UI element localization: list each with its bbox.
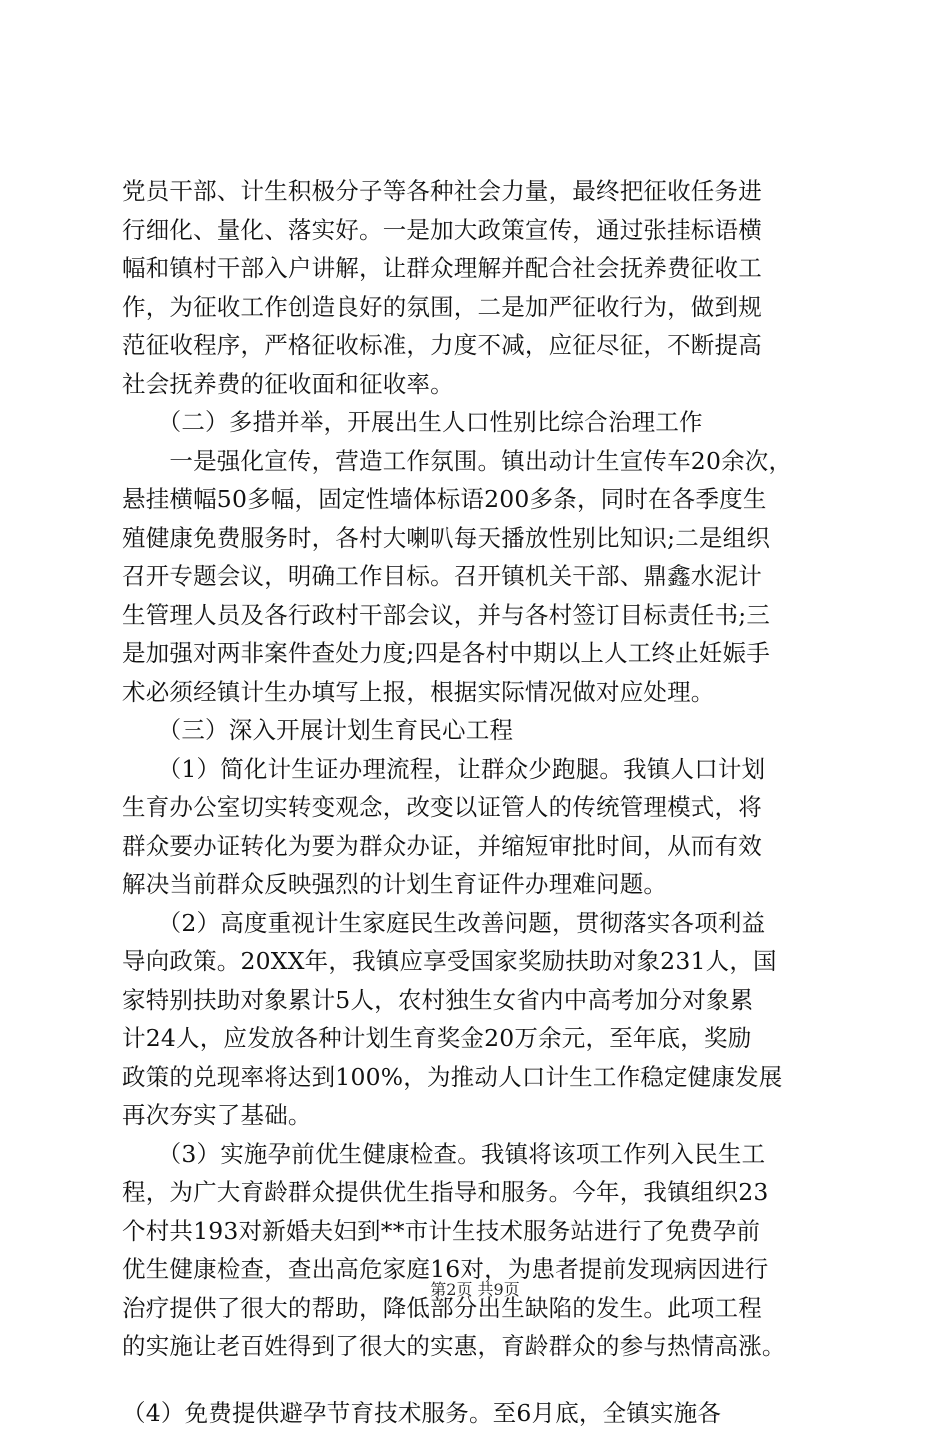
text-line: 解决当前群众反映强烈的计划生育证件办理难问题。 (122, 865, 834, 904)
text-line: 行细化、量化、落实好。一是加大政策宣传，通过张挂标语横 (122, 211, 834, 250)
text-line: （4）免费提供避孕节育技术服务。至6月底，全镇实施各 (122, 1394, 834, 1432)
text-line: 作，为征收工作创造良好的氛围，二是加严征收行为，做到规 (122, 288, 834, 327)
text-line: 再次夯实了基础。 (122, 1096, 834, 1135)
section-heading: （二）多措并举，开展出生人口性别比综合治理工作 (122, 403, 834, 442)
text-line: 政策的兑现率将达到100%，为推动人口计生工作稳定健康发展 (122, 1058, 834, 1097)
text-line: 社会抚养费的征收面和征收率。 (122, 365, 834, 404)
text-line: 殖健康免费服务时，各村大喇叭每天播放性别比知识;二是组织 (122, 519, 834, 558)
text-line: 计24人，应发放各种计划生育奖金20万余元，至年底，奖励 (122, 1019, 834, 1058)
text-line: 家特别扶助对象累计5人，农村独生女省内中高考加分对象累 (122, 981, 834, 1020)
text-line: 导向政策。20XX年，我镇应享受国家奖励扶助对象231人，国 (122, 942, 834, 981)
text-line: 是加强对两非案件查处力度;四是各村中期以上人工终止妊娠手 (122, 634, 834, 673)
text-line: 一是强化宣传，营造工作氛围。镇出动计生宣传车20余次， (122, 442, 834, 481)
text-line: 党员干部、计生积极分子等各种社会力量，最终把征收任务进 (122, 172, 834, 211)
text-line: 悬挂横幅50多幅，固定性墙体标语200多条，同时在各季度生 (122, 480, 834, 519)
text-line: 范征收程序，严格征收标准，力度不减，应征尽征，不断提高 (122, 326, 834, 365)
document-body (122, 172, 834, 1432)
text-line: 生管理人员及各行政村干部会议，并与各村签订目标责任书;三 (122, 596, 834, 635)
text-line: （3）实施孕前优生健康检查。我镇将该项工作列入民生工 (122, 1135, 834, 1174)
text-line: （2）高度重视计生家庭民生改善问题，贯彻落实各项利益 (122, 904, 834, 943)
text-line: 治疗提供了很大的帮助，降低部分出生缺陷的发生。此项工程 (122, 1289, 834, 1328)
text-line: （1）简化计生证办理流程，让群众少跑腿。我镇人口计划 (122, 750, 834, 789)
text-line: 术必须经镇计生办填写上报，根据实际情况做对应处理。 (122, 673, 834, 712)
text-line: 优生健康检查，查出高危家庭16对，为患者提前发现病因进行 (122, 1250, 834, 1289)
text-line: 群众要办证转化为要为群众办证，并缩短审批时间，从而有效 (122, 827, 834, 866)
text-line: 程，为广大育龄群众提供优生指导和服务。今年，我镇组织23 (122, 1173, 834, 1212)
text-line: 幅和镇村干部入户讲解，让群众理解并配合社会抚养费征收工 (122, 249, 834, 288)
text-line: 个村共193对新婚夫妇到**市计生技术服务站进行了免费孕前 (122, 1212, 834, 1251)
text-line: 的实施让老百姓得到了很大的实惠，育龄群众的参与热情高涨。 (122, 1327, 834, 1366)
text-line: 生育办公室切实转变观念，改变以证管人的传统管理模式，将 (122, 788, 834, 827)
text-line: 召开专题会议，明确工作目标。召开镇机关干部、鼎鑫水泥计 (122, 557, 834, 596)
page-number-footer: 第2页 共9页 (0, 1277, 950, 1300)
section-heading: （三）深入开展计划生育民心工程 (122, 711, 834, 750)
